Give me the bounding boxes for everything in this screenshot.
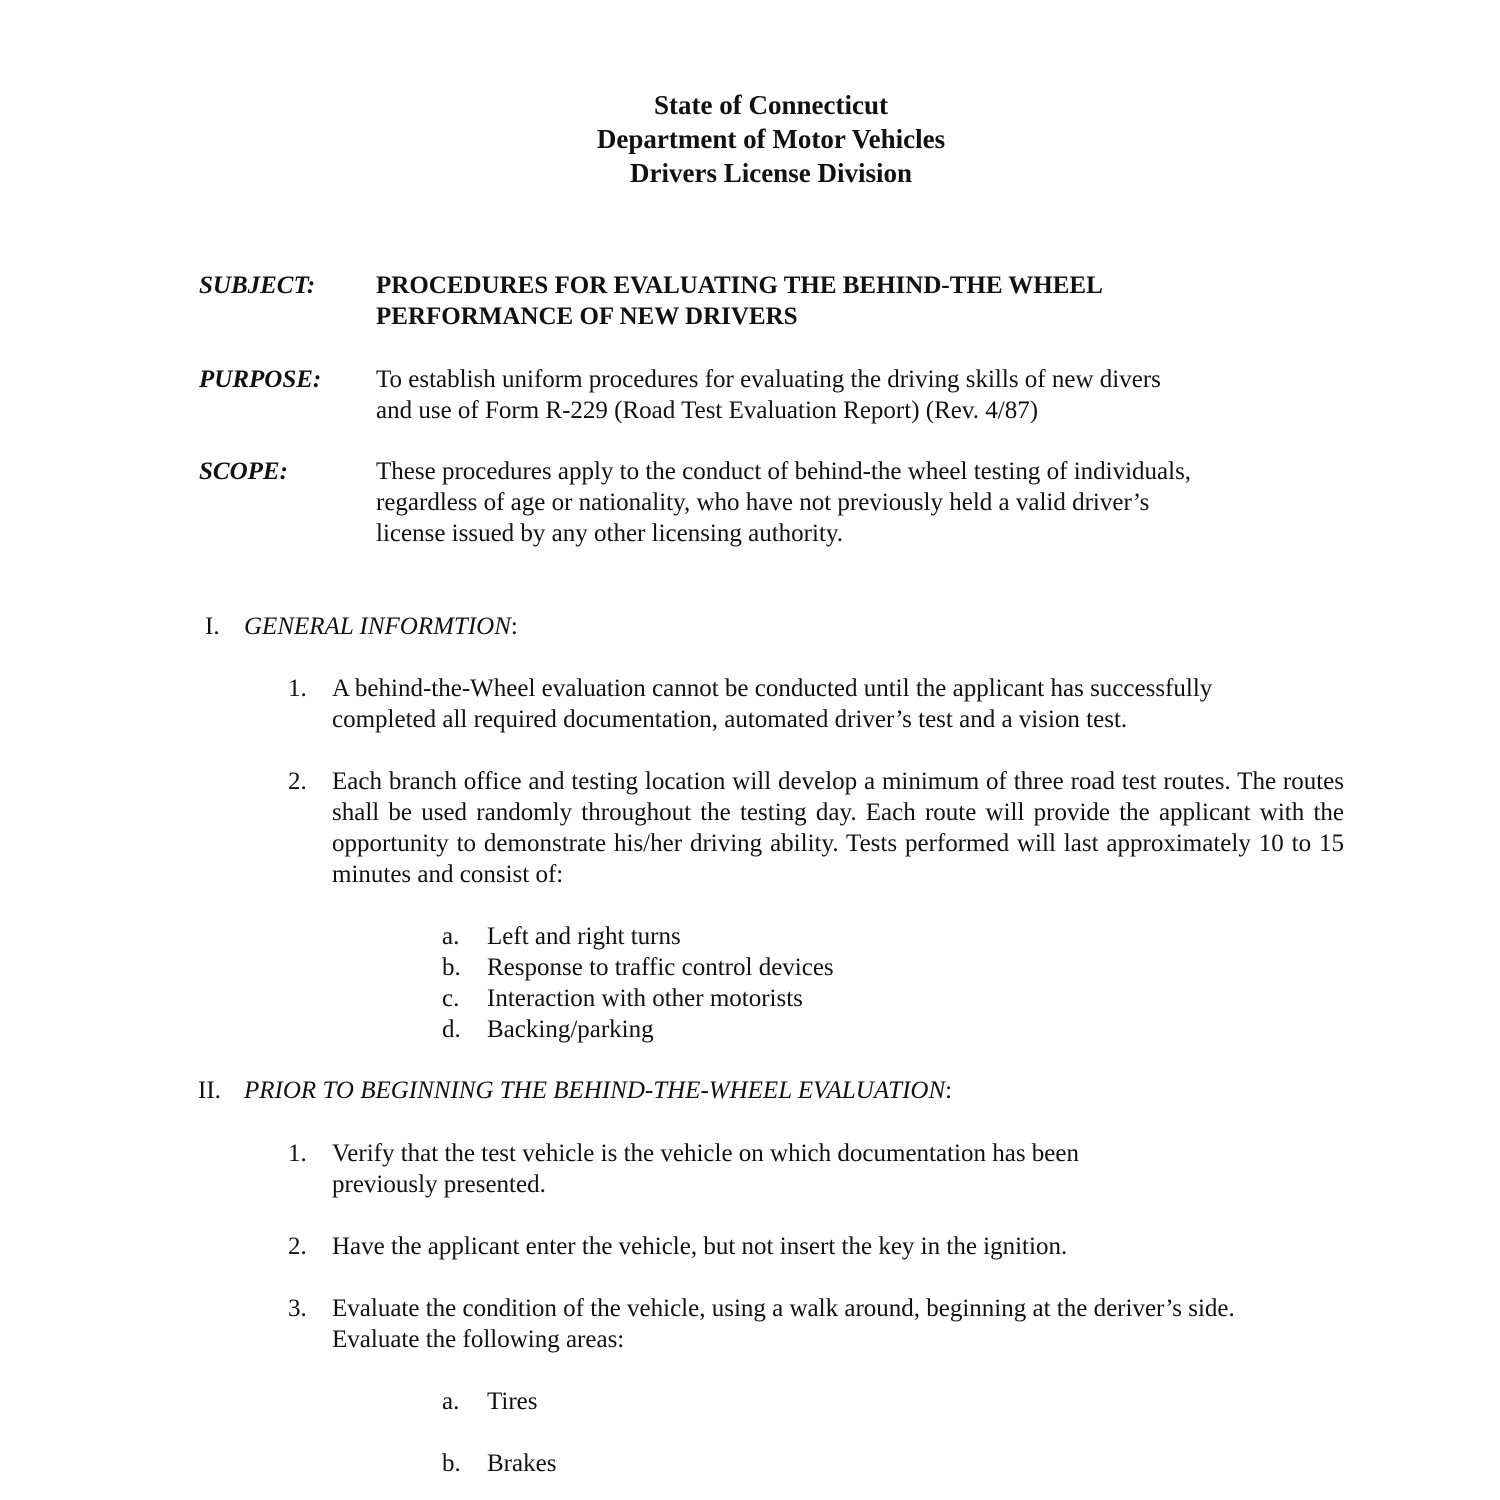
section-title — [244, 1075, 952, 1106]
scope-line: regardless of age or nationality, who have not previously held a valid driver’s — [376, 489, 1150, 516]
section-title-colon: : — [945, 1077, 953, 1104]
section-title-text: GENERAL INFORMTION — [244, 613, 511, 640]
scope-line: license issued by any other licensing authority. — [376, 520, 844, 547]
section-number: I. — [205, 613, 220, 640]
subject-label: SUBJECT: — [199, 272, 316, 299]
section-title-colon: : — [510, 613, 518, 640]
scope-text — [376, 456, 1191, 549]
purpose-line: To establish uniform procedures for evaluating the driving skills of new divers — [376, 366, 1161, 393]
sub-list-text: Left and right turns — [487, 923, 681, 950]
sub-list-marker: c. — [442, 985, 460, 1012]
sub-list-marker: a. — [442, 923, 460, 950]
purpose-text — [376, 364, 1161, 426]
sub-list-text: Brakes — [487, 1450, 557, 1477]
list-item-text — [332, 1231, 1067, 1262]
list-item-marker: 1. — [288, 1140, 307, 1167]
list-item-line: Verify that the test vehicle is the vehicle on which documentation has been — [332, 1140, 1079, 1167]
list-item-text — [332, 673, 1212, 735]
sub-list-text: Interaction with other motorists — [487, 985, 803, 1012]
sub-list-marker: b. — [442, 1450, 461, 1477]
list-item-text — [332, 1293, 1235, 1355]
section-title — [244, 611, 518, 642]
sub-list-text: Response to traffic control devices — [487, 954, 834, 981]
list-item-line: completed all required documentation, automated driver’s test and a vision test. — [332, 706, 1128, 733]
sub-list-marker: b. — [442, 954, 461, 981]
sub-list-text: Tires — [487, 1388, 538, 1415]
list-item-line: Have the applicant enter the vehicle, but not insert the key in the ignition. — [332, 1233, 1068, 1260]
header-division: Drivers License Division — [630, 158, 912, 188]
scope-label: SCOPE: — [199, 458, 288, 485]
document-header — [0, 88, 1500, 190]
subject-line: PROCEDURES FOR EVALUATING THE BEHIND-THE WHEEL — [376, 272, 1103, 299]
sub-list-marker: a. — [442, 1388, 460, 1415]
list-item-text — [332, 1138, 1079, 1200]
list-item-marker: 1. — [288, 675, 307, 702]
list-item-line: Evaluate the following areas: — [332, 1326, 625, 1353]
scope-line: These procedures apply to the conduct of behind-the wheel testing of individuals, — [376, 458, 1192, 485]
list-item-marker: 2. — [288, 1233, 307, 1260]
header-state: State of Connecticut — [654, 90, 888, 120]
sub-list-marker: d. — [442, 1016, 461, 1043]
list-item-text: Each branch office and testing location will develop a minimum of three road test routes. The routes shall be used randomly throughout the testing day. Each route will provide the applicant with the opportunity to demonstrate his/her driving ability. Tests performed will last approximately 10 to 15 minutes and consist of: — [332, 768, 1344, 888]
sub-list-text: Backing/parking — [487, 1016, 654, 1043]
section-title-text: PRIOR TO BEGINNING THE BEHIND-THE-WHEEL EVALUATION — [244, 1077, 946, 1104]
list-item-marker: 2. — [288, 768, 307, 795]
section-number: II. — [198, 1077, 221, 1104]
list-item-line: Evaluate the condition of the vehicle, using a walk around, beginning at the deriver’s side. — [332, 1295, 1235, 1322]
purpose-line: and use of Form R-229 (Road Test Evaluation Report) (Rev. 4/87) — [376, 397, 1039, 424]
purpose-label: PURPOSE: — [199, 366, 322, 393]
subject-line: PERFORMANCE OF NEW DRIVERS — [376, 303, 798, 330]
subject-text — [376, 270, 1103, 332]
list-item-line: A behind-the-Wheel evaluation cannot be conducted until the applicant has successfully — [332, 675, 1213, 702]
list-item-line: previously presented. — [332, 1171, 546, 1198]
list-item-marker: 3. — [288, 1295, 307, 1322]
header-department: Department of Motor Vehicles — [596, 124, 946, 154]
